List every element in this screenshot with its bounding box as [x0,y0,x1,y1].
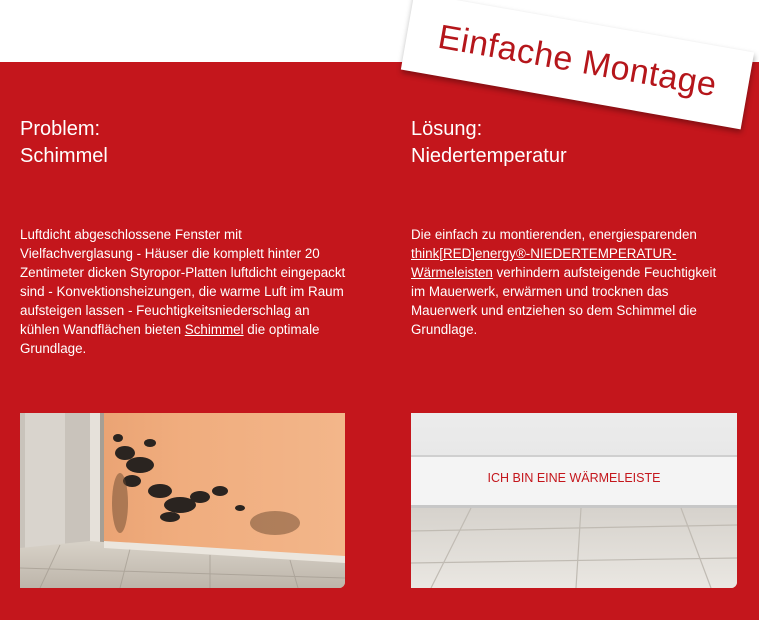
heating-strip-caption: ICH BIN EINE WÄRMELEISTE [487,471,661,485]
problem-heading [20,116,350,170]
solution-heading-line2: Niedertemperatur [411,145,567,167]
solution-text [411,225,731,339]
mold-wall-photo [20,413,345,588]
problem-text [20,225,350,358]
solution-text-part2: verhindern aufsteigende Feuchtigkeit im Mauerwerk, erwärmen und trocknen das Mauerwerk und entziehen so dem Schimmel die Grundlage. [411,265,717,337]
problem-heading-line1: Problem: [20,118,101,140]
schimmel-link[interactable]: Schimmel [184,322,244,337]
solution-heading-line1: Lösung: [411,118,483,140]
waermeleisten-link[interactable]: think[RED]energy®-NIEDERTEMPERATUR-Wärmeleisten [411,246,677,280]
problem-heading-line2: Schimmel [20,145,108,167]
solution-column [411,116,731,339]
solution-heading [411,116,731,170]
problem-text-part1: Luftdicht abgeschlossene Fenster mit Vielfachverglasung - Häuser die komplett hinter 20 Zentimeter dicken Styropor-Platten luftdicht eingepackt sind - Konvektionsheizungen, die warme Luft im Raum aufsteigen lassen - Feuchtigkeitsniederschlag an kühlen Wandflächen bieten [20,227,346,337]
badge-text: Einfache Montage [435,17,720,104]
problem-text-part2: die optimale Grundlage. [20,322,320,356]
heating-strip-photo [411,413,737,588]
problem-column [20,116,350,358]
solution-text-part1: Die einfach zu montierenden, energiesparenden [411,227,697,242]
